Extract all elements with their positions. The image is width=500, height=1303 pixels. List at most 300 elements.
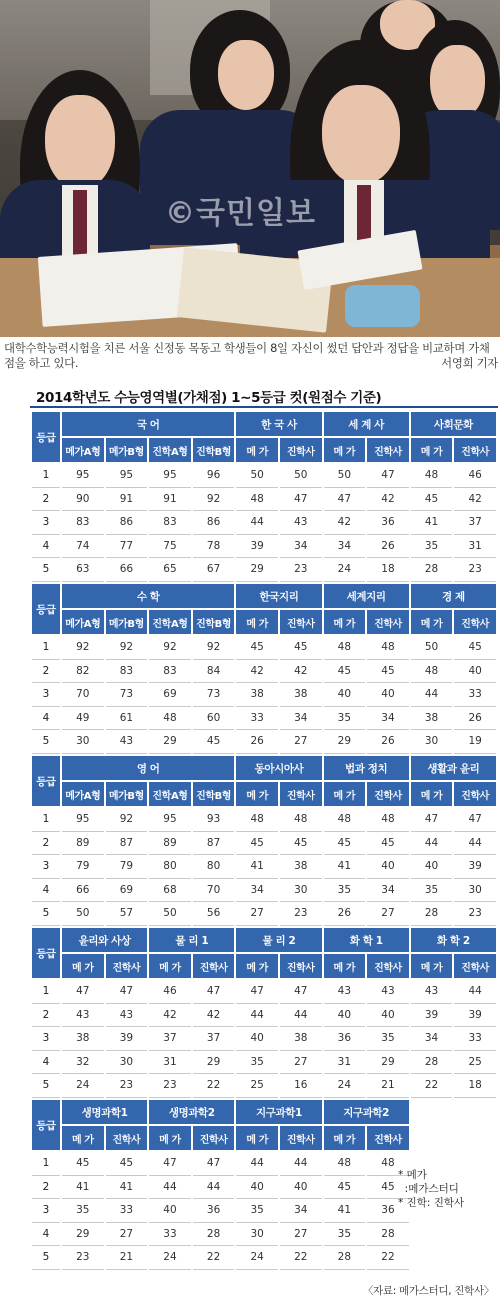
score-cell: 45	[454, 636, 496, 660]
grade-cell: 3	[32, 511, 60, 535]
grade-cell: 3	[32, 683, 60, 707]
student-face	[430, 45, 485, 120]
score-cell: 27	[280, 1223, 322, 1247]
score-cell: 29	[324, 730, 366, 754]
score-cell: 21	[106, 1246, 148, 1270]
grade-cell: 2	[32, 488, 60, 512]
score-cell: 47	[280, 980, 322, 1004]
score-cell: 34	[411, 1027, 453, 1051]
score-cell: 44	[193, 1176, 235, 1200]
score-cell: 34	[280, 1199, 322, 1223]
score-cell: 48	[411, 464, 453, 488]
grade-header: 등급	[32, 412, 60, 464]
score-cell: 48	[236, 808, 278, 832]
score-cell: 16	[280, 1074, 322, 1098]
score-cell: 29	[236, 558, 278, 582]
score-cell: 45	[236, 832, 278, 856]
score-cell: 45	[367, 660, 409, 684]
table-row	[32, 1051, 496, 1075]
score-cell: 30	[62, 730, 104, 754]
score-cell: 35	[411, 535, 453, 559]
score-cell: 21	[367, 1074, 409, 1098]
score-cell: 36	[367, 1199, 409, 1223]
score-cell: 31	[454, 535, 496, 559]
score-cell: 38	[411, 707, 453, 731]
score-cell: 42	[367, 488, 409, 512]
score-cell: 43	[62, 1004, 104, 1028]
grade-cell: 5	[32, 902, 60, 926]
grade-cell: 2	[32, 1176, 60, 1200]
score-cell: 48	[367, 636, 409, 660]
note-line: :메가스터디	[398, 1183, 459, 1195]
score-cell: 46	[454, 464, 496, 488]
score-cell: 49	[62, 707, 104, 731]
score-cell: 33	[236, 707, 278, 731]
source-column-header: 진학사	[280, 438, 322, 464]
score-cell: 34	[280, 535, 322, 559]
score-cell: 43	[367, 980, 409, 1004]
score-cell: 18	[367, 558, 409, 582]
table-row	[32, 808, 496, 832]
score-cell: 40	[454, 660, 496, 684]
grade-cell: 3	[32, 1199, 60, 1223]
source-column-header: 진학B형	[193, 438, 235, 464]
caption-text: 대학수학능력시험을 치른 서울 신정동 목동고 학생들이 8일 자신이 썼던 답안과 정답을 비교하며 가채점을 하고 있다.	[4, 341, 490, 370]
score-cell: 44	[280, 1004, 322, 1028]
grade-cell: 4	[32, 879, 60, 903]
score-cell: 75	[149, 535, 191, 559]
source-column-header: 메가B형	[106, 782, 148, 808]
score-cell: 38	[280, 1027, 322, 1051]
score-cell: 23	[280, 558, 322, 582]
table-row	[32, 636, 496, 660]
table-row	[32, 535, 496, 559]
source-column-header: 진학A형	[149, 438, 191, 464]
score-cell: 27	[106, 1223, 148, 1247]
grade-table	[30, 756, 498, 926]
score-cell: 45	[193, 730, 235, 754]
table-row	[32, 980, 496, 1004]
source-column-header: 진학A형	[149, 610, 191, 636]
source-column-header: 진학사	[454, 610, 496, 636]
score-cell: 68	[149, 879, 191, 903]
grade-table-block	[30, 756, 498, 926]
note-line: * 메가	[398, 1169, 427, 1181]
score-cell: 34	[367, 879, 409, 903]
score-cell: 89	[149, 832, 191, 856]
score-cell: 29	[367, 1051, 409, 1075]
score-cell: 40	[280, 1176, 322, 1200]
source-column-header: 메가A형	[62, 438, 104, 464]
source-column-header: 진학사	[106, 1126, 148, 1152]
score-cell: 39	[411, 1004, 453, 1028]
source-column-header: 메 가	[62, 1126, 104, 1152]
grade-cell: 4	[32, 1223, 60, 1247]
score-cell: 39	[454, 1004, 496, 1028]
subject-header: 생활과 윤리	[411, 756, 496, 782]
score-cell: 48	[149, 707, 191, 731]
score-cell: 42	[149, 1004, 191, 1028]
source-column-header: 진학사	[454, 954, 496, 980]
score-cell: 79	[106, 855, 148, 879]
source-column-header: 메 가	[324, 1126, 366, 1152]
source-column-header: 진학사	[367, 782, 409, 808]
subject-header: 법과 정치	[324, 756, 409, 782]
score-cell: 34	[324, 535, 366, 559]
table-row	[32, 1027, 496, 1051]
student-tie	[73, 190, 87, 262]
score-cell: 27	[280, 1051, 322, 1075]
score-cell: 29	[193, 1051, 235, 1075]
score-cell: 35	[324, 879, 366, 903]
table-row	[32, 660, 496, 684]
subject-header: 국 어	[62, 412, 234, 438]
score-cell: 23	[454, 902, 496, 926]
score-cell: 41	[411, 511, 453, 535]
photo-credit: 서영희 기자	[441, 356, 498, 370]
score-cell: 24	[236, 1246, 278, 1270]
score-cell: 41	[236, 855, 278, 879]
score-cell: 34	[367, 707, 409, 731]
source-column-header: 메 가	[236, 438, 278, 464]
score-cell: 24	[149, 1246, 191, 1270]
grade-table-block	[30, 928, 498, 1098]
score-cell: 44	[236, 1004, 278, 1028]
source-column-header: 메가A형	[62, 610, 104, 636]
table-row	[32, 488, 496, 512]
source-column-header: 메 가	[62, 954, 104, 980]
note-line: * 진학: 진학사	[398, 1197, 465, 1209]
source-column-header: 진학사	[367, 954, 409, 980]
table-row	[32, 832, 496, 856]
score-cell: 38	[280, 683, 322, 707]
table-row	[32, 902, 496, 926]
score-cell: 70	[193, 879, 235, 903]
score-cell: 50	[411, 636, 453, 660]
score-cell: 31	[149, 1051, 191, 1075]
table-title: 2014학년도 수능영역별(가채점) 1∼5등급 컷(원점수 기준)	[36, 390, 382, 406]
source-column-header: 진학B형	[193, 782, 235, 808]
score-cell: 67	[193, 558, 235, 582]
source-column-header: 메 가	[149, 954, 191, 980]
score-cell: 92	[193, 488, 235, 512]
score-cell: 26	[236, 730, 278, 754]
score-cell: 66	[106, 558, 148, 582]
score-cell: 43	[106, 730, 148, 754]
source-column-header: 진학사	[280, 954, 322, 980]
subject-header: 물 리 1	[149, 928, 234, 954]
score-cell: 47	[280, 488, 322, 512]
score-cell: 48	[280, 808, 322, 832]
score-cell: 63	[62, 558, 104, 582]
score-cell: 69	[149, 683, 191, 707]
score-cell: 90	[62, 488, 104, 512]
subject-header: 세 계 사	[324, 412, 409, 438]
grade-cell: 5	[32, 1246, 60, 1270]
subject-header: 화 학 2	[411, 928, 496, 954]
score-cell: 30	[106, 1051, 148, 1075]
score-cell: 45	[324, 1176, 366, 1200]
score-cell: 47	[324, 488, 366, 512]
score-cell: 47	[367, 464, 409, 488]
grade-cell: 4	[32, 535, 60, 559]
score-cell: 86	[106, 511, 148, 535]
score-cell: 66	[62, 879, 104, 903]
title-rule	[30, 406, 498, 408]
score-cell: 24	[324, 558, 366, 582]
score-cell: 35	[411, 879, 453, 903]
score-cell: 44	[411, 683, 453, 707]
source-column-header: 진학사	[106, 954, 148, 980]
grade-cell: 3	[32, 855, 60, 879]
score-cell: 83	[62, 511, 104, 535]
table-row	[32, 879, 496, 903]
grade-cell: 3	[32, 1027, 60, 1051]
score-cell: 48	[236, 488, 278, 512]
score-cell: 83	[149, 511, 191, 535]
score-cell: 33	[149, 1223, 191, 1247]
score-cell: 31	[324, 1051, 366, 1075]
grade-cell: 1	[32, 808, 60, 832]
score-cell: 44	[411, 832, 453, 856]
score-cell: 57	[106, 902, 148, 926]
score-cell: 47	[149, 1152, 191, 1176]
grade-cell: 2	[32, 660, 60, 684]
score-cell: 73	[106, 683, 148, 707]
score-cell: 40	[236, 1176, 278, 1200]
score-cell: 26	[324, 902, 366, 926]
score-cell: 96	[193, 464, 235, 488]
score-cell: 40	[149, 1199, 191, 1223]
score-cell: 45	[280, 636, 322, 660]
score-cell: 45	[367, 832, 409, 856]
score-cell: 42	[454, 488, 496, 512]
score-cell: 48	[367, 1152, 409, 1176]
subject-header: 지구과학1	[236, 1100, 321, 1126]
score-cell: 83	[149, 660, 191, 684]
source-column-header: 진학사	[193, 1126, 235, 1152]
score-cell: 83	[106, 660, 148, 684]
score-cell: 34	[236, 879, 278, 903]
score-cell: 61	[106, 707, 148, 731]
score-cell: 39	[454, 855, 496, 879]
score-cell: 87	[193, 832, 235, 856]
score-cell: 28	[411, 902, 453, 926]
subject-header: 수 학	[62, 584, 234, 610]
score-cell: 27	[280, 730, 322, 754]
score-cell: 87	[106, 832, 148, 856]
source-column-header: 메 가	[411, 782, 453, 808]
score-cell: 23	[454, 558, 496, 582]
photo-watermark: ©국민일보	[165, 196, 316, 231]
score-cell: 41	[62, 1176, 104, 1200]
score-cell: 45	[367, 1176, 409, 1200]
grade-cell: 2	[32, 832, 60, 856]
score-cell: 60	[193, 707, 235, 731]
source-column-header: 메 가	[236, 610, 278, 636]
score-cell: 28	[411, 1051, 453, 1075]
grade-cell: 1	[32, 464, 60, 488]
score-cell: 30	[454, 879, 496, 903]
grade-table-block	[30, 412, 498, 582]
score-cell: 74	[62, 535, 104, 559]
score-cell: 25	[454, 1051, 496, 1075]
score-cell: 65	[149, 558, 191, 582]
student-face	[218, 40, 274, 110]
score-cell: 36	[324, 1027, 366, 1051]
score-cell: 23	[149, 1074, 191, 1098]
score-cell: 22	[367, 1246, 409, 1270]
source-column-header: 메 가	[236, 1126, 278, 1152]
source-column-header: 진학사	[367, 610, 409, 636]
score-cell: 39	[106, 1027, 148, 1051]
subject-header: 영 어	[62, 756, 234, 782]
score-cell: 37	[454, 511, 496, 535]
score-cell: 41	[106, 1176, 148, 1200]
score-cell: 50	[236, 464, 278, 488]
score-cell: 29	[149, 730, 191, 754]
score-cell: 47	[236, 980, 278, 1004]
grade-header: 등급	[32, 1100, 60, 1152]
student-face	[45, 95, 115, 190]
score-cell: 24	[62, 1074, 104, 1098]
score-cell: 18	[454, 1074, 496, 1098]
score-cell: 38	[280, 855, 322, 879]
score-cell: 35	[324, 707, 366, 731]
news-photo	[0, 0, 500, 337]
score-cell: 79	[62, 855, 104, 879]
table-row	[32, 1004, 496, 1028]
score-cell: 19	[454, 730, 496, 754]
score-cell: 92	[149, 636, 191, 660]
score-cell: 92	[106, 636, 148, 660]
score-cell: 47	[62, 980, 104, 1004]
score-cell: 35	[324, 1223, 366, 1247]
score-cell: 69	[106, 879, 148, 903]
score-cell: 80	[149, 855, 191, 879]
score-cell: 43	[106, 1004, 148, 1028]
table-row	[32, 1074, 496, 1098]
score-cell: 77	[106, 535, 148, 559]
score-cell: 29	[62, 1223, 104, 1247]
table-row	[32, 464, 496, 488]
score-cell: 26	[367, 730, 409, 754]
score-cell: 80	[193, 855, 235, 879]
score-cell: 95	[149, 808, 191, 832]
grade-table	[30, 412, 498, 582]
score-cell: 40	[367, 855, 409, 879]
score-cell: 50	[280, 464, 322, 488]
score-cell: 30	[280, 879, 322, 903]
score-cell: 28	[324, 1246, 366, 1270]
score-cell: 95	[149, 464, 191, 488]
subject-header: 화 학 1	[324, 928, 409, 954]
score-cell: 25	[236, 1074, 278, 1098]
score-cell: 22	[193, 1074, 235, 1098]
score-cell: 33	[454, 683, 496, 707]
score-cell: 28	[193, 1223, 235, 1247]
subject-header: 생명과학1	[62, 1100, 147, 1126]
score-cell: 38	[62, 1027, 104, 1051]
source-column-header: 메 가	[411, 610, 453, 636]
source-column-header: 진학사	[280, 782, 322, 808]
score-cell: 45	[62, 1152, 104, 1176]
score-cell: 42	[193, 1004, 235, 1028]
score-cell: 26	[454, 707, 496, 731]
score-cell: 43	[324, 980, 366, 1004]
score-cell: 45	[280, 832, 322, 856]
student-face	[322, 85, 400, 185]
score-cell: 91	[106, 488, 148, 512]
score-cell: 28	[367, 1223, 409, 1247]
source-column-header: 진학A형	[149, 782, 191, 808]
score-cell: 47	[411, 808, 453, 832]
table-row	[32, 683, 496, 707]
score-cell: 42	[236, 660, 278, 684]
score-cell: 34	[280, 707, 322, 731]
subject-header: 지구과학2	[324, 1100, 409, 1126]
subject-header: 세계지리	[324, 584, 409, 610]
grade-cell: 5	[32, 558, 60, 582]
table-row	[32, 511, 496, 535]
score-cell: 45	[106, 1152, 148, 1176]
score-cell: 45	[411, 488, 453, 512]
score-cell: 84	[193, 660, 235, 684]
score-cell: 23	[280, 902, 322, 926]
score-cell: 95	[62, 464, 104, 488]
score-cell: 47	[193, 1152, 235, 1176]
score-cell: 27	[367, 902, 409, 926]
source-column-header: 진학B형	[193, 610, 235, 636]
score-cell: 50	[149, 902, 191, 926]
score-cell: 22	[280, 1246, 322, 1270]
score-cell: 38	[236, 683, 278, 707]
score-cell: 37	[193, 1027, 235, 1051]
grade-cell: 5	[32, 730, 60, 754]
score-cell: 42	[280, 660, 322, 684]
source-column-header: 메 가	[324, 782, 366, 808]
source-column-header: 진학사	[193, 954, 235, 980]
source-column-header: 메 가	[149, 1126, 191, 1152]
grade-table	[30, 928, 498, 1098]
grade-cell: 1	[32, 636, 60, 660]
score-cell: 92	[106, 808, 148, 832]
source-column-header: 진학사	[367, 1126, 409, 1152]
score-cell: 40	[236, 1027, 278, 1051]
score-cell: 73	[193, 683, 235, 707]
score-cell: 48	[324, 1152, 366, 1176]
score-cell: 45	[236, 636, 278, 660]
grade-cell: 4	[32, 1051, 60, 1075]
score-cell: 50	[62, 902, 104, 926]
source-column-header: 메 가	[411, 954, 453, 980]
score-cell: 22	[193, 1246, 235, 1270]
score-cell: 24	[324, 1074, 366, 1098]
subject-header: 한국지리	[236, 584, 321, 610]
score-cell: 23	[106, 1074, 148, 1098]
pencil-case	[345, 285, 420, 327]
score-cell: 40	[324, 683, 366, 707]
source-column-header: 메 가	[236, 954, 278, 980]
subject-header: 윤리와 사상	[62, 928, 147, 954]
score-cell: 22	[411, 1074, 453, 1098]
score-cell: 23	[62, 1246, 104, 1270]
source-column-header: 진학사	[367, 438, 409, 464]
score-cell: 47	[193, 980, 235, 1004]
score-cell: 40	[324, 1004, 366, 1028]
score-cell: 95	[62, 808, 104, 832]
score-cell: 35	[62, 1199, 104, 1223]
